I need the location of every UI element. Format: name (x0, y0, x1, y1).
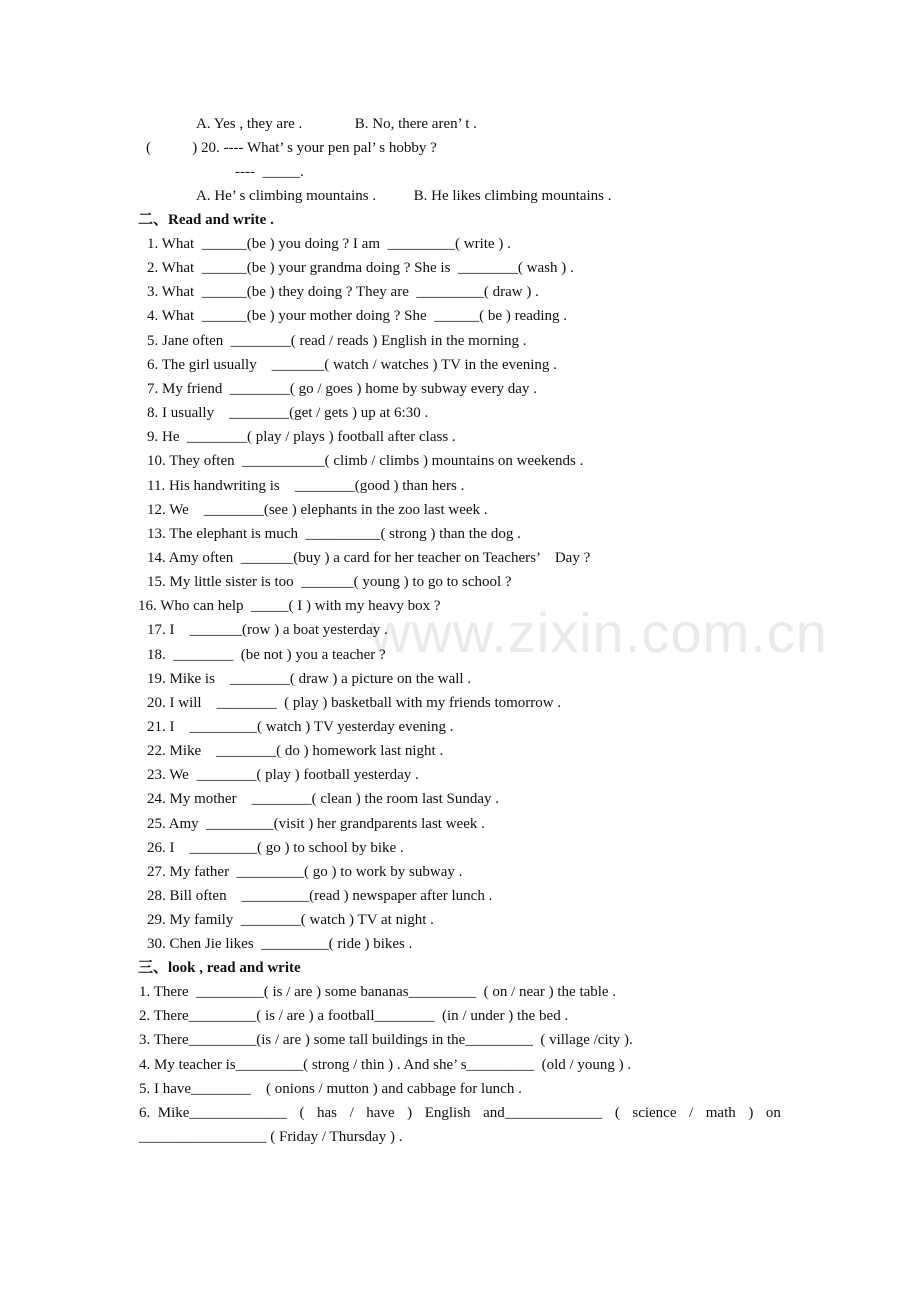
watermark: www.zixin.com.cn (370, 601, 828, 664)
section2-item: 7. My friend ________( go / goes ) home by subway every day . (147, 380, 537, 397)
section2-item: 1. What ______(be ) you doing ? I am _________( write ) . (147, 236, 511, 252)
section2-item: 20. I will ________ ( play ) basketball with my friends tomorrow . (147, 694, 562, 711)
section3-item: 1. There _________( is / are ) some bananas_________ ( on / near ) the table . (139, 984, 617, 1000)
section3-item-6-part: ) (407, 1105, 413, 1121)
section3-item-6-part: has (317, 1105, 338, 1121)
section3-item-6-part: ( (299, 1105, 305, 1121)
section2-item: 27. My father _________( go ) to work by subway . (147, 863, 463, 880)
section3-item-6-part: and_____________ (483, 1105, 603, 1121)
section3-item-6-part: science (632, 1105, 677, 1121)
section2-item: 16. Who can help _____( I ) with my heavy box ? (138, 598, 441, 615)
section2-item: 8. I usually ________(get / gets ) up at 6:30 . (147, 405, 429, 422)
section2-item: 11. His handwriting is ________(good ) than hers . (147, 477, 465, 494)
section2-item: 6. The girl usually _______( watch / watches ) TV in the evening . (147, 356, 557, 373)
section2-item: 12. We ________(see ) elephants in the zoo last week . (147, 501, 488, 518)
section2-item: 13. The elephant is much __________( strong ) than the dog . (147, 525, 521, 542)
section2-item: 5. Jane often ________( read / reads ) English in the morning . (147, 332, 527, 349)
section3-item-6-part: / (349, 1105, 354, 1121)
section3-item-6-part: English (424, 1105, 471, 1121)
section2-item: 3. What ______(be ) they doing ? They are _________( draw ) . (147, 284, 539, 301)
section3-item: 2. There_________( is / are ) a football________ (in / under ) the bed . (139, 1008, 569, 1025)
section3-item: 5. I have________ ( onions / mutton ) and cabbage for lunch . (139, 1080, 522, 1097)
section2-item: 4. What ______(be ) your mother doing ? She ______( be ) reading . (147, 308, 568, 325)
section2-item: 24. My mother ________( clean ) the room last Sunday . (147, 791, 500, 808)
q19-options: A. Yes , they are . B. No, there aren’ t . (196, 116, 477, 132)
section2-item: 19. Mike is ________( draw ) a picture on the wall . (147, 670, 472, 687)
section2-item: 26. I _________( go ) to school by bike . (147, 839, 404, 856)
q20-answer: ---- _____. (235, 164, 304, 180)
section3-item-6-part: have (366, 1105, 395, 1121)
section3-item-6 (139, 1104, 781, 1122)
section2-item: 22. Mike ________( do ) homework last night . (147, 743, 444, 760)
section2-item: 10. They often ___________( climb / climbs ) mountains on weekends . (147, 453, 584, 470)
section2-heading: 二、Read and write . (138, 212, 274, 228)
section2-item: 15. My little sister is too _______( young ) to go to school ? (147, 574, 512, 591)
q20-question: ( ) 20. ---- What’ s your pen pal’ s hobby ? (146, 140, 437, 156)
section2-item: 30. Chen Jie likes _________( ride ) bikes . (147, 936, 413, 953)
section3-item-6-part: on (765, 1105, 781, 1121)
section3-item: 3. There_________(is / are ) some tall buildings in the_________ ( village /city ). (139, 1032, 633, 1049)
section2-item: 17. I _______(row ) a boat yesterday . (147, 622, 388, 639)
section2-item: 25. Amy _________(visit ) her grandparents last week . (147, 815, 485, 832)
section3-heading: 三、look , read and write (138, 960, 301, 976)
q20-options: A. He’ s climbing mountains . B. He likes climbing mountains . (196, 188, 612, 204)
section3-item-6-part: ( (614, 1105, 620, 1121)
section2-item: 2. What ______(be ) your grandma doing ? She is ________( wash ) . (147, 260, 574, 277)
section2-item: 14. Amy often _______(buy ) a card for her teacher on Teachers’ Day ? (147, 549, 591, 566)
section3-item-6-part: 6. Mike_____________ (139, 1105, 287, 1121)
section3-item-6-line2: _________________ ( Friday / Thursday ) . (139, 1129, 403, 1145)
section3-item-6-part: ) (748, 1105, 754, 1121)
section2-item: 18. ________ (be not ) you a teacher ? (147, 646, 386, 663)
section2-item: 28. Bill often _________(read ) newspaper after lunch . (147, 888, 493, 905)
section2-item: 23. We ________( play ) football yesterday . (147, 767, 419, 784)
section3-item-6-part: / (689, 1105, 694, 1121)
section2-item: 21. I _________( watch ) TV yesterday evening . (147, 719, 454, 735)
section2-item: 29. My family ________( watch ) TV at night . (147, 912, 434, 929)
section3-item: 4. My teacher is_________( strong / thin ) . And she’ s_________ (old / young ) . (139, 1056, 632, 1073)
section3-item-6-part: math (705, 1105, 736, 1121)
section2-item: 9. He ________( play / plays ) football after class . (147, 429, 456, 446)
